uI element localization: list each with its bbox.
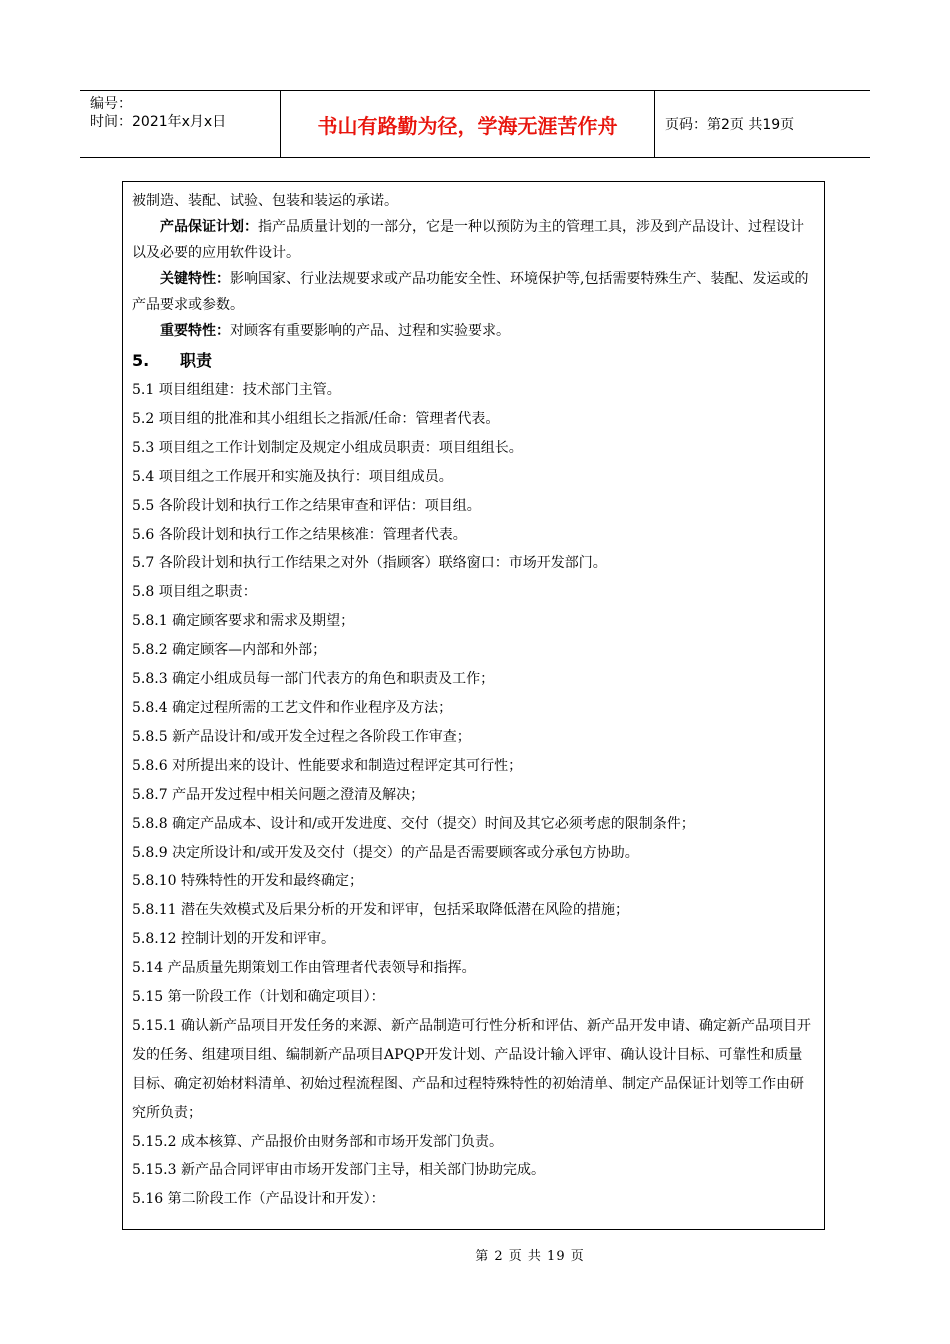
list-item: 5.6 各阶段计划和执行工作之结果核准：管理者代表。 [132, 526, 467, 543]
list-item: 5.8.9 决定所设计和/或开发及交付（提交）的产品是否需要顾客或分承包方协助。 [132, 844, 639, 861]
page-footer: 第 2 页 共 19 页 [475, 1249, 585, 1264]
definition-product-assurance-plan [132, 214, 816, 266]
definition-term: 关键特性： [160, 271, 230, 287]
document-number-label: 编号： [90, 96, 132, 112]
list-item: 5.8.1 确定顾客要求和需求及期望； [132, 613, 355, 630]
section-number: 5. [132, 351, 150, 370]
paragraph-continuation: 被制造、装配、试验、包装和装运的承诺。 [132, 193, 398, 209]
list-item: 5.8.10 特殊特性的开发和最终确定； [132, 873, 363, 890]
list-item: 5.8.6 对所提出来的设计、性能要求和制造过程评定其可行性； [132, 757, 523, 774]
list-item: 5.2 项目组的批准和其小组组长之指派/任命：管理者代表。 [132, 410, 500, 427]
list-item: 5.8.3 确定小组成员每一部门代表方的角色和职责及工作； [132, 671, 495, 688]
definition-key-characteristic [132, 266, 816, 318]
list-item: 5.1 项目组组建：技术部门主管。 [132, 382, 341, 398]
section-title: 职责 [180, 351, 213, 370]
section-heading [132, 346, 816, 376]
page-header [80, 90, 870, 158]
definition-term: 重要特性： [160, 323, 230, 339]
list-item: 5.15 第一阶段工作（计划和确定项目）： [132, 989, 385, 1006]
list-item: 5.3 项目组之工作计划制定及规定小组成员职责：项目组组长。 [132, 439, 523, 456]
header-motto: 书山有路勤为径，学海无涯苦作舟 [281, 91, 655, 157]
definition-term: 产品保证计划： [160, 219, 258, 235]
list-item: 5.8.2 确定顾客—内部和外部； [132, 642, 327, 659]
list-item-multiline: 5.15.1 确认新产品项目开发任务的来源、新产品制造可行性分析和评估、新产品开发申请、确定新产品项目开发的任务、组建项目组、编制新产品项目APQP开发计划、产品设计输入评审、确认设计目标、可靠性和质量目标、确定初始材料清单、初始过程流程图、产品和过程特殊特性的初始清单、制定产品保证计划等工作由研究所负责； [132, 1017, 811, 1121]
definition-text: 对顾客有重要影响的产品、过程和实验要求。 [230, 323, 510, 339]
list-item: 5.8.4 确定过程所需的工艺文件和作业程序及方法； [132, 699, 453, 716]
list-item: 5.16 第二阶段工作（产品设计和开发）： [132, 1191, 385, 1208]
list-item: 5.8.11 潜在失效模式及后果分析的开发和评审，包括采取降低潜在风险的措施； [132, 902, 629, 919]
list-item: 5.15.3 新产品合同评审由市场开发部门主导，相关部门协助完成。 [132, 1162, 545, 1179]
list-item: 5.8.5 新产品设计和/或开发全过程之各阶段工作审查； [132, 728, 471, 745]
list-item: 5.8.7 产品开发过程中相关问题之澄清及解决； [132, 786, 425, 803]
document-time: 时间：2021年x月x日 [90, 114, 227, 130]
definition-important-characteristic [132, 318, 816, 344]
list-item: 5.5 各阶段计划和执行工作之结果审查和评估：项目组。 [132, 497, 481, 514]
header-page-code: 页码：第2页 共19页 [665, 117, 795, 133]
list-item: 5.15.2 成本核算、产品报价由财务部和市场开发部门负责。 [132, 1133, 503, 1150]
list-item: 5.8 项目组之职责： [132, 584, 257, 601]
list-item: 5.7 各阶段计划和执行工作结果之对外（指顾客）联络窗口：市场开发部门。 [132, 555, 607, 572]
list-item: 5.14 产品质量先期策划工作由管理者代表领导和指挥。 [132, 960, 476, 977]
list-item: 5.8.12 控制计划的开发和评审。 [132, 931, 335, 948]
content-frame [122, 181, 825, 1230]
definition-text: 指产品质量计划的一部分，它是一种以预防为主的管理工具，涉及到产品设计、过程设计以及必要的应用软件设计。 [132, 219, 804, 261]
definition-text: 影响国家、行业法规要求或产品功能安全性、环境保护等,包括需要特殊生产、装配、发运或的产品要求或参数。 [132, 271, 809, 313]
list-item: 5.4 项目组之工作展开和实施及执行：项目组成员。 [132, 468, 453, 485]
header-left-cell [80, 91, 281, 157]
list-item: 5.8.8 确定产品成本、设计和/或开发进度、交付（提交）时间及其它必须考虑的限制条件； [132, 815, 695, 832]
